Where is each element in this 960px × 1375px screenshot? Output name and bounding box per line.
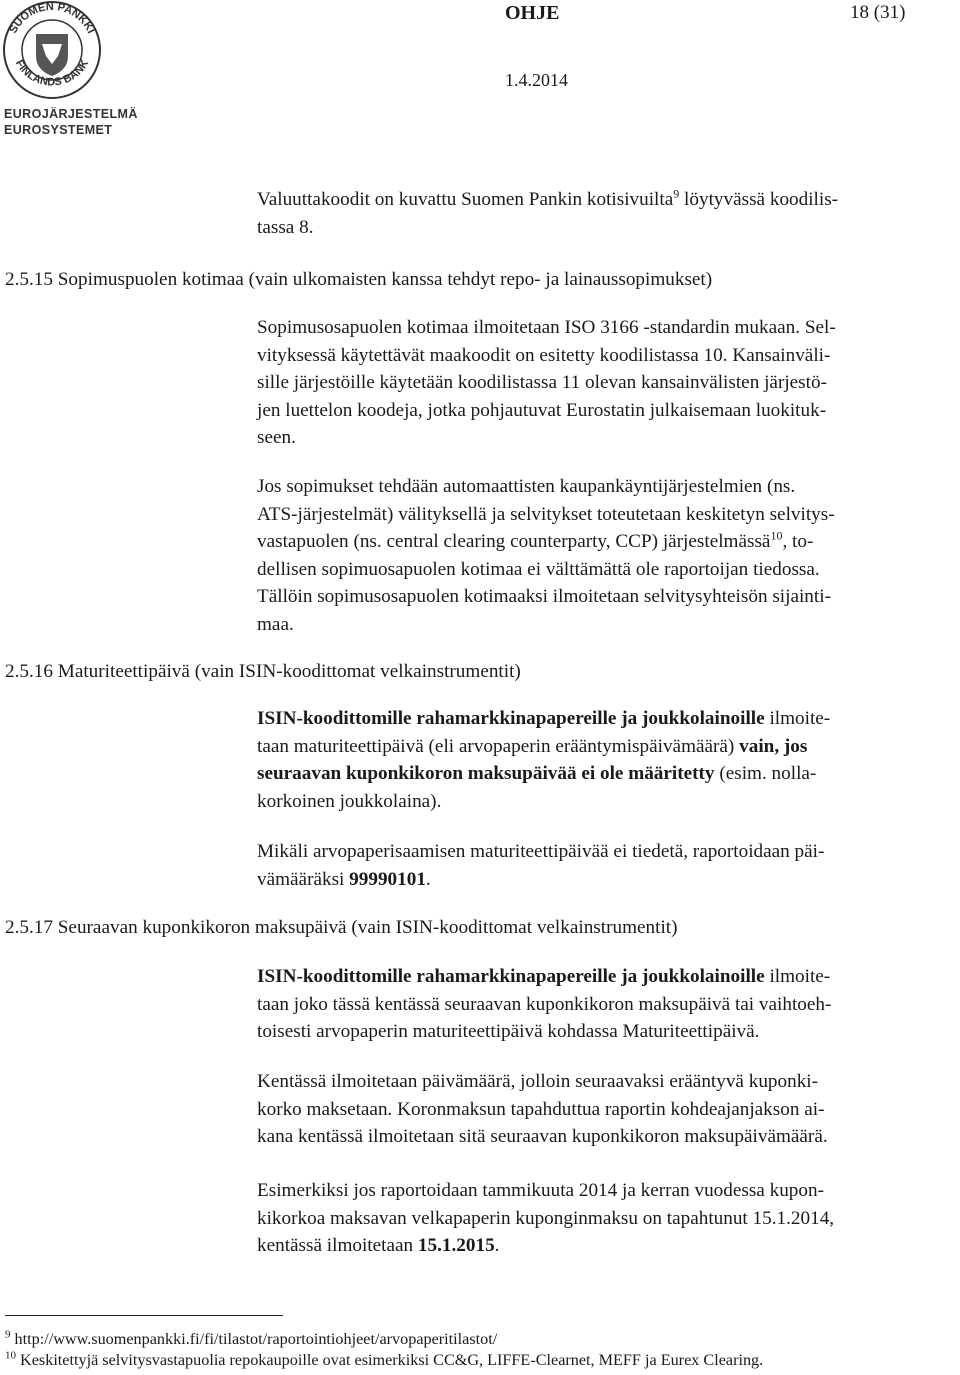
logo-ring-bottom: FINLANDS BANK — [12, 57, 92, 89]
footnote-ref-10[interactable]: 10 — [770, 528, 783, 543]
section-heading-2-5-15: 2.5.15 Sopimuspuolen kotimaa (vain ulkomaisten kanssa tehdyt repo- ja lainaussopimukset) — [5, 269, 713, 290]
document-type: OHJE — [505, 2, 560, 24]
footnote-separator — [5, 1315, 283, 1316]
paragraph-kentassa: Kentässä ilmoitetaan päivämäärä, jolloin seuraavaksi erääntyvä kuponki- korko maksetaan. Koronmaksun tapahduttua raportin kohdeajanjakson ai- kana kentässä ilmoitetaan sitä seuraavan kuponkikoron maksupäivämäärä. — [257, 1071, 828, 1147]
footnote-9-link[interactable]: http://www.suomenpankki.fi/fi/tilastot/raportointiohjeet/arvopaperitilastot/ — [10, 1330, 498, 1348]
svg-text:SUOMEN PANKKI — [7, 1, 97, 36]
footnote-10: $^{10}$ Keskitettyjä selvitysvastapuolia repokaupoille ovat esimerkiksi CC&G, LIFFE-Clearnet, MEFF ja Eurex Clearing. — [5, 1349, 764, 1369]
paragraph-isin-maturity: ISIN-koodittomille rahamarkkinapapereille ja joukkolainoille ilmoite- taan maturiteettipäivä (eli arvopaperin erääntymispäivämäärä) vain, jos seuraavan kuponkikoron maksupäivää ei ole määritetty (esim. nolla- korkoinen joukkolaina). — [257, 708, 831, 812]
logo-ring-top: SUOMEN PANKKI — [7, 0, 97, 36]
page-number: 18 (31) — [850, 2, 906, 23]
footnote-9: $^9$ http://www.suomenpankki.fi/fi/tilastot/raportointiohjeet/arvopaperitilastot/ — [5, 1328, 498, 1348]
logo-eurosystemet: EUROSYSTEMET — [4, 123, 113, 137]
document-date: 1.4.2014 — [505, 70, 568, 90]
footnote-ref-9[interactable]: 9 — [673, 186, 680, 201]
paragraph-mikali: Mikäli arvopaperisaamisen maturiteettipäivää ei tiedetä, raportoidaan päi- vämääräksi 99990101. — [257, 841, 825, 890]
section-heading-2-5-17: 2.5.17 Seuraavan kuponkikoron maksupäivä (vain ISIN-koodittomat velkainstrumentit) — [5, 917, 678, 938]
paragraph-valuuttakoodit: Valuuttakoodit on kuvattu Suomen Pankin kotisivuilta$^9$ löytyvässä koodilis- tassa 8. — [257, 186, 839, 238]
paragraph-esimerkiksi: Esimerkiksi jos raportoidaan tammikuuta 2014 ja kerran vuodessa kupon- kikorkoa maksavan velkapaperin kuponginmaksu on tapahtunut 15.1.2014, kentässä ilmoitetaan 15.1.2015. — [257, 1180, 835, 1256]
logo-eurojarjestelma: EUROJÄRJESTELMÄ — [4, 107, 138, 121]
paragraph-kotimaa: Sopimusosapuolen kotimaa ilmoitetaan ISO 3166 -standardin mukaan. Sel- vityksessä käytettävät maakoodit on esitetty koodilistassa 10. Kansainväli- sille järjestöille käytetään koodilistassa 11 olevan kansainvälisten järjestö- jen luettelon koodeja, jotka pohjautuvat Eurostatin julkaisemaan luokituk- seen. — [257, 317, 836, 448]
paragraph-ats: Jos sopimukset tehdään automaattisten kaupankäyntijärjestelmien (ns. ATS-järjestelmät) välityksellä ja selvitykset toteutetaan keskitetyn selvitys- vastapuolen (ns. central clearing counterparty, CCP) järjestelmässä$^{10}$, to- dellisen sopimuosapuolen kotimaa ei välttämättä ole raportoijan tiedossa. Tällöin sopimusosapuolen kotimaaksi ilmoitetaan selvitysyhteisön sijainti- maa. — [257, 476, 835, 635]
section-heading-2-5-16: 2.5.16 Maturiteettipäivä (vain ISIN-koodittomat velkainstrumentit) — [5, 661, 521, 682]
paragraph-isin-coupon: ISIN-koodittomille rahamarkkinapapereille ja joukkolainoille ilmoite- taan joko tässä kentässä seuraavan kuponkikoron maksupäivä tai vaihtoeh- toisesti arvopaperin maturiteettipäivä kohdassa Maturiteettipäivä. — [257, 966, 832, 1042]
